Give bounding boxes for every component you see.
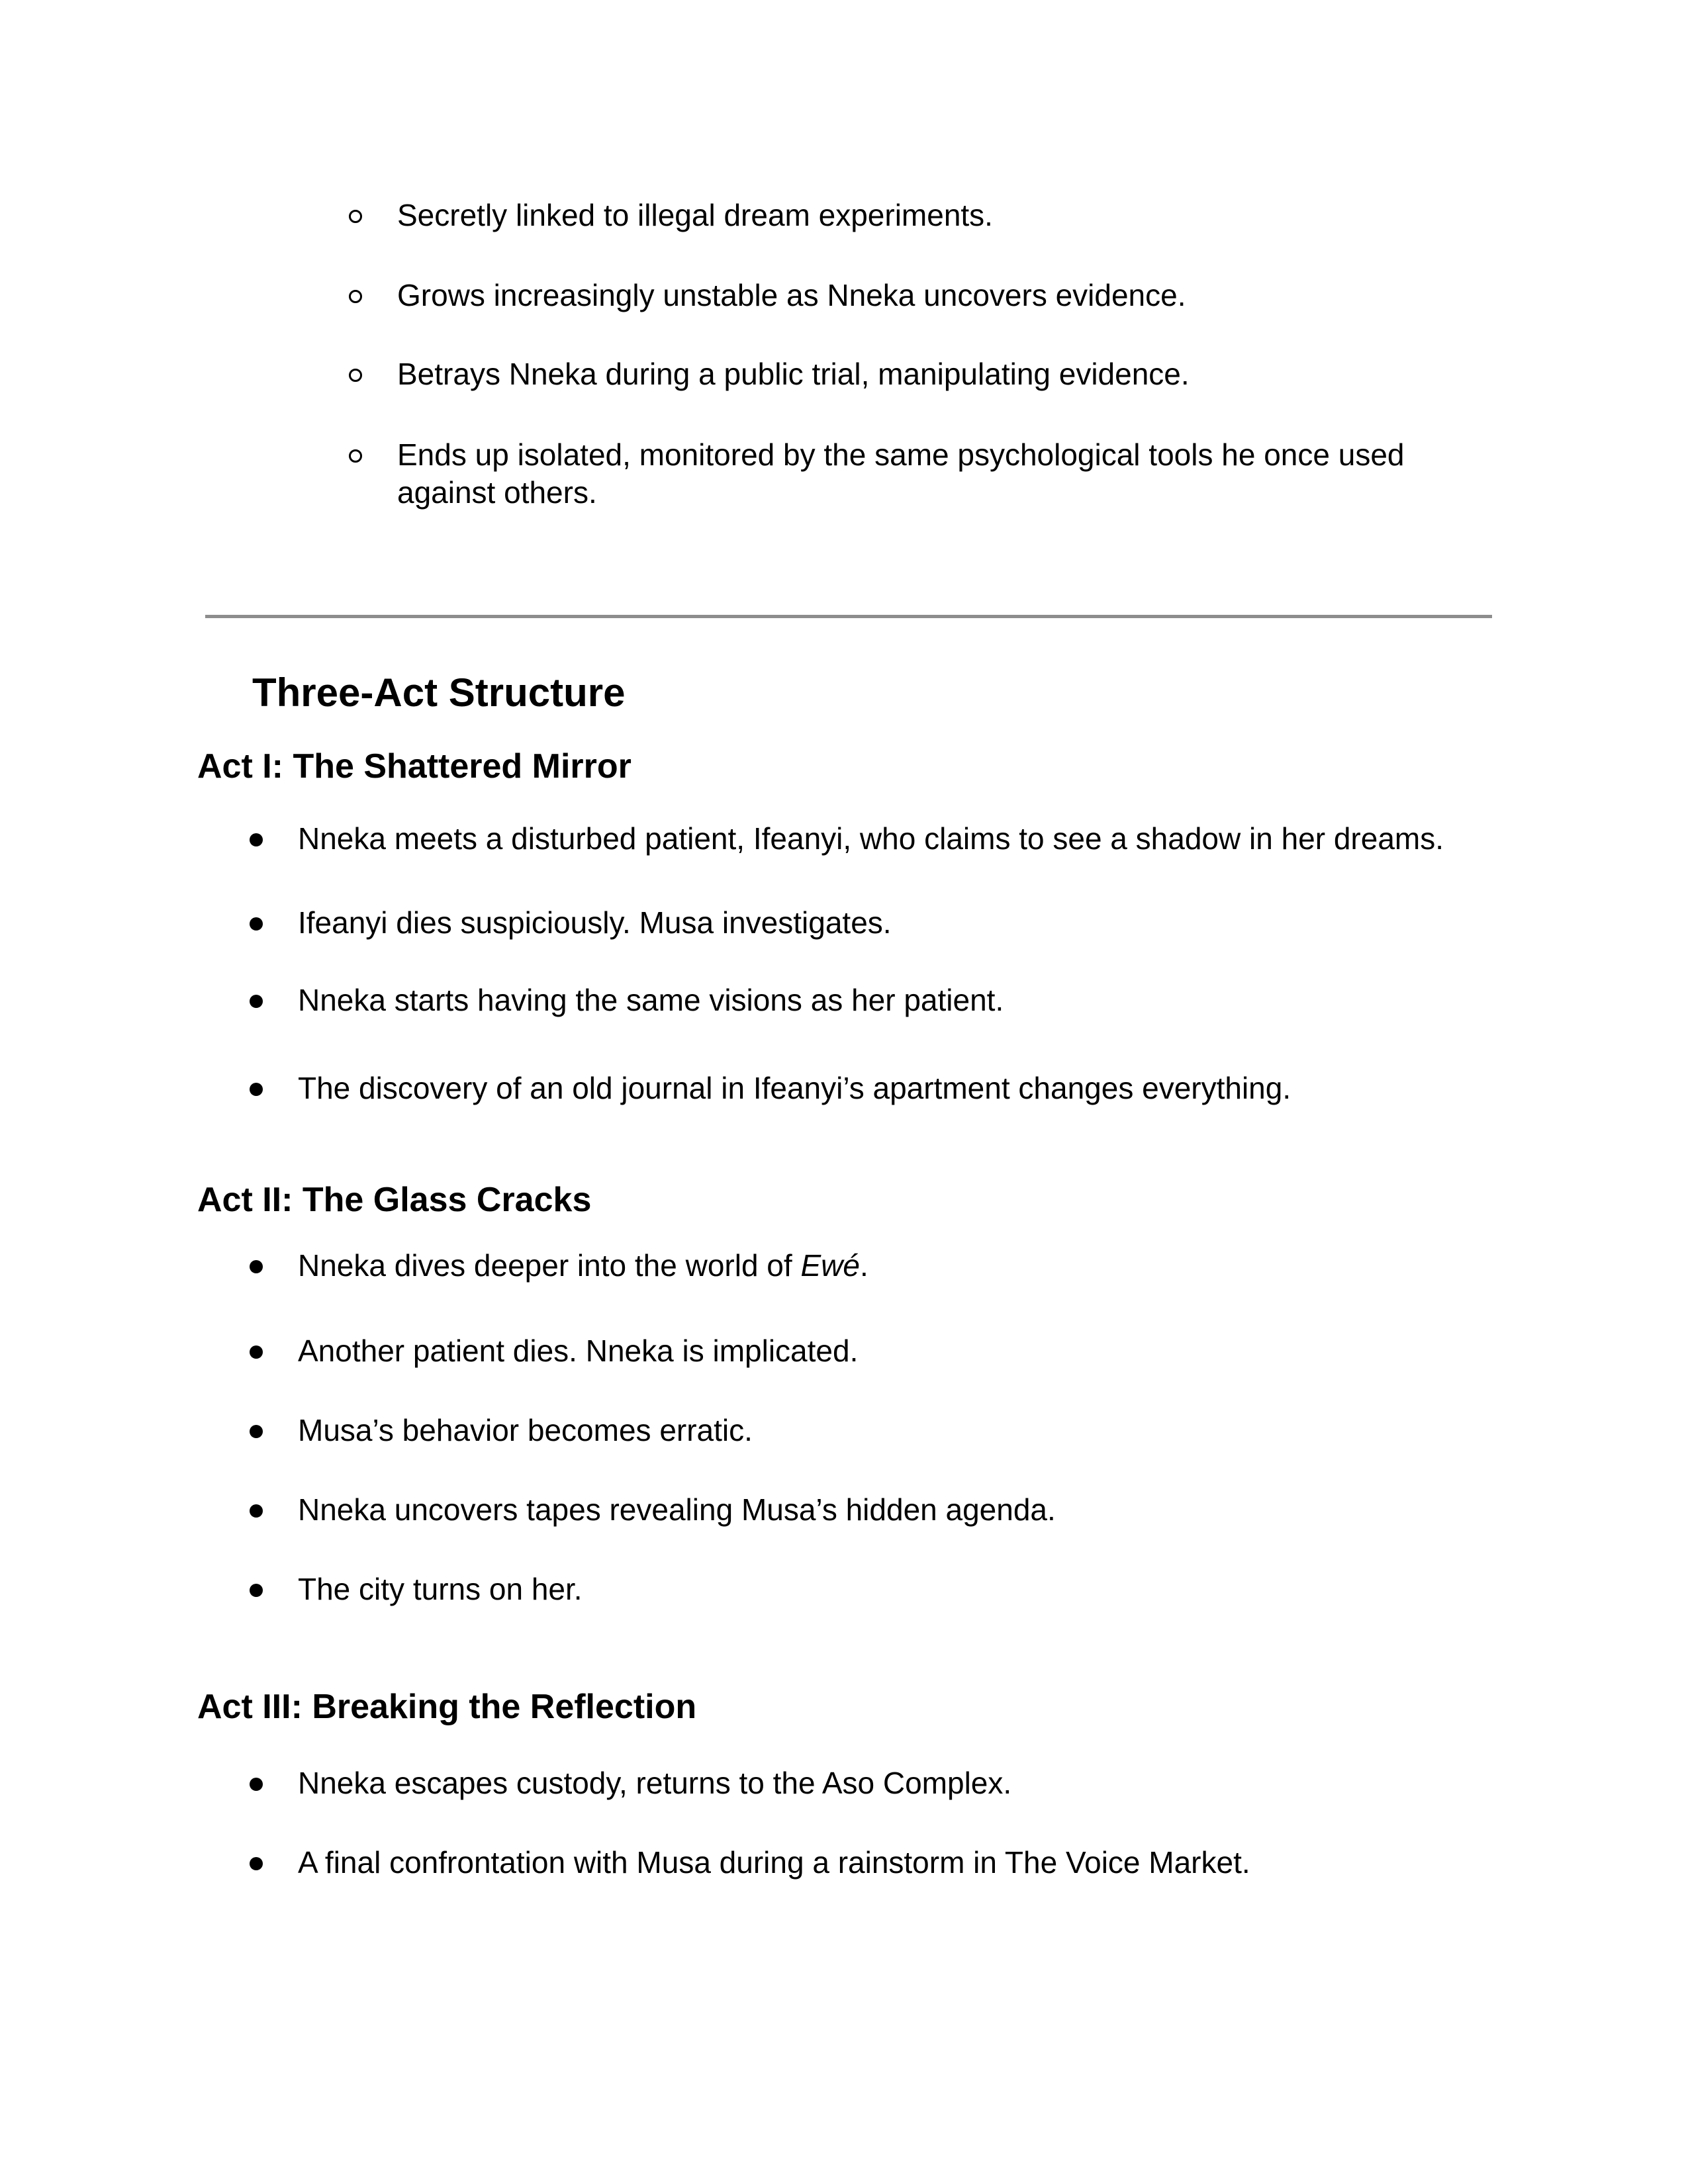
list-item-text: Nneka uncovers tapes revealing Musa’s hidden agenda. [298,1492,1056,1527]
list-item-text: The city turns on her. [298,1572,583,1606]
list-item-text: The discovery of an old journal in Ifeanyi’s apartment changes everything. [298,1071,1291,1105]
horizontal-rule [205,615,1492,618]
disc-bullet-icon [250,1260,263,1273]
list-item [298,820,1529,858]
disc-bullet-icon [250,1083,263,1096]
list-item [397,355,1436,393]
list-item-text-post: . [859,1248,868,1283]
list-item [298,1844,1529,1882]
list-item-text: Nneka starts having the same visions as her patient. [298,983,1004,1017]
list-item [397,436,1436,512]
disc-bullet-icon [250,1345,263,1359]
disc-bullet-icon [250,917,263,931]
list-item-text: Ifeanyi dies suspiciously. Musa investigates. [298,905,892,940]
list-item-text [298,1248,868,1283]
list-item [298,1332,1529,1370]
list-item-text: Another patient dies. Nneka is implicated. [298,1334,859,1368]
list-item-text: Nneka escapes custody, returns to the Aso Complex. [298,1766,1012,1800]
circle-bullet-icon [349,449,362,463]
disc-bullet-icon [250,1857,263,1870]
list-item [298,1412,1529,1449]
act3-heading: Act III: Breaking the Reflection [197,1688,697,1726]
list-item [298,1069,1529,1107]
circle-bullet-icon [349,369,362,382]
list-item [298,904,1529,942]
circle-bullet-icon [349,210,362,223]
list-item-text: Betrays Nneka during a public trial, manipulating evidence. [397,357,1190,391]
list-item [298,1570,1529,1608]
list-item [397,277,1436,314]
list-item-text: Secretly linked to illegal dream experiments. [397,198,993,232]
disc-bullet-icon [250,1778,263,1791]
list-item [298,1764,1529,1802]
section-heading: Three-Act Structure [252,670,626,715]
list-item-text: Grows increasingly unstable as Nneka uncovers evidence. [397,278,1186,312]
italic-term: Ewé [800,1248,860,1283]
act1-heading: Act I: The Shattered Mirror [197,747,632,786]
list-item-text: against others. [397,475,597,510]
disc-bullet-icon [250,1425,263,1438]
list-item-text: Ends up isolated, monitored by the same psychological tools he once used [397,437,1405,472]
list-item-text: A final confrontation with Musa during a rainstorm in The Voice Market. [298,1845,1250,1880]
list-item [298,1491,1529,1529]
list-item-text-pre: Nneka dives deeper into the world of [298,1248,801,1283]
list-item-text: Nneka meets a disturbed patient, Ifeanyi, who claims to see a shadow in her dreams. [298,821,1444,856]
circle-bullet-icon [349,290,362,303]
act2-heading: Act II: The Glass Cracks [197,1181,592,1219]
list-item [298,981,1529,1019]
disc-bullet-icon [250,995,263,1008]
disc-bullet-icon [250,1504,263,1518]
list-item [397,197,1436,234]
list-item-text: Musa’s behavior becomes erratic. [298,1413,753,1447]
disc-bullet-icon [250,1584,263,1597]
list-item [298,1247,1529,1285]
disc-bullet-icon [250,833,263,846]
